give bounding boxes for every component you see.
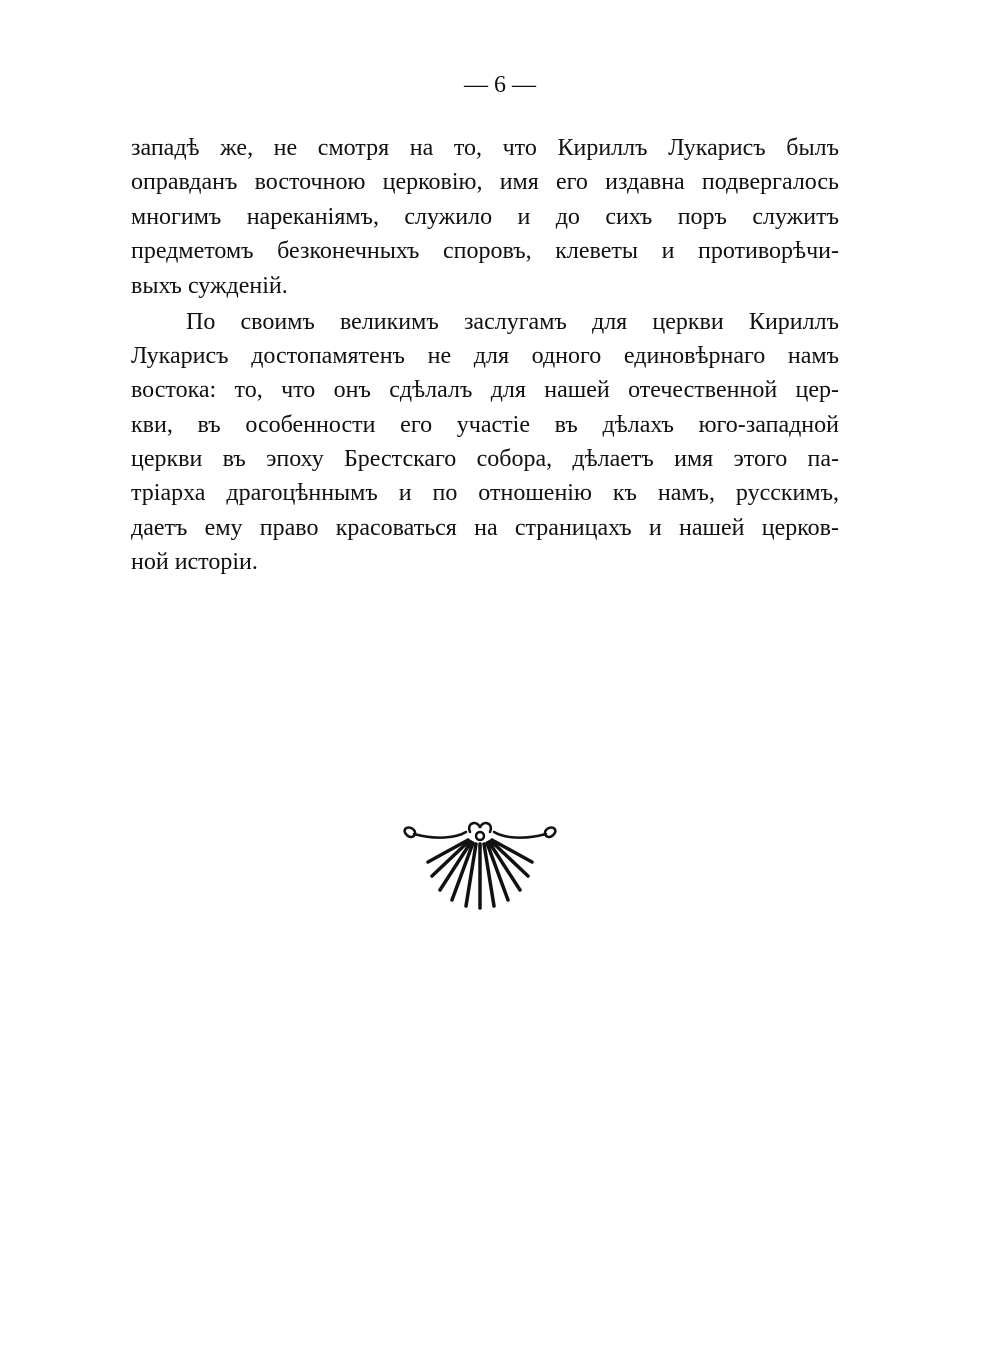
text-line: ной исторіи. bbox=[131, 549, 258, 575]
text-line: кви, въ особенности его участіе въ дѣлахъ юго-западной bbox=[131, 412, 839, 438]
ornament-vignette-icon bbox=[396, 820, 564, 912]
text-line: многимъ нареканіямъ, служило и до сихъ поръ служитъ bbox=[131, 204, 839, 230]
text-line: западѣ же, не смотря на то, что Кириллъ Лукарисъ былъ bbox=[131, 135, 839, 161]
text-line: предметомъ безконечныхъ споровъ, клеветы и противорѣчи- bbox=[131, 238, 839, 264]
text-line: тріарха драгоцѣннымъ и по отношенію къ намъ, русскимъ, bbox=[131, 480, 839, 506]
text-line: Лукарисъ достопамятенъ не для одного единовѣрнаго намъ bbox=[131, 343, 839, 369]
text-line: По своимъ великимъ заслугамъ для церкви Кириллъ bbox=[186, 309, 839, 335]
text-line: востока: то, что онъ сдѣлалъ для нашей отечественной цер- bbox=[131, 377, 839, 403]
text-line: даетъ ему право красоваться на страницахъ и нашей церков- bbox=[131, 515, 839, 541]
text-line: церкви въ эпоху Брестскаго собора, дѣлаетъ имя этого па- bbox=[131, 446, 839, 472]
text-line: выхъ сужденій. bbox=[131, 273, 288, 299]
page-number: — 6 — bbox=[464, 72, 536, 98]
text-line: оправданъ восточною церковію, имя его издавна подвергалось bbox=[131, 169, 839, 195]
